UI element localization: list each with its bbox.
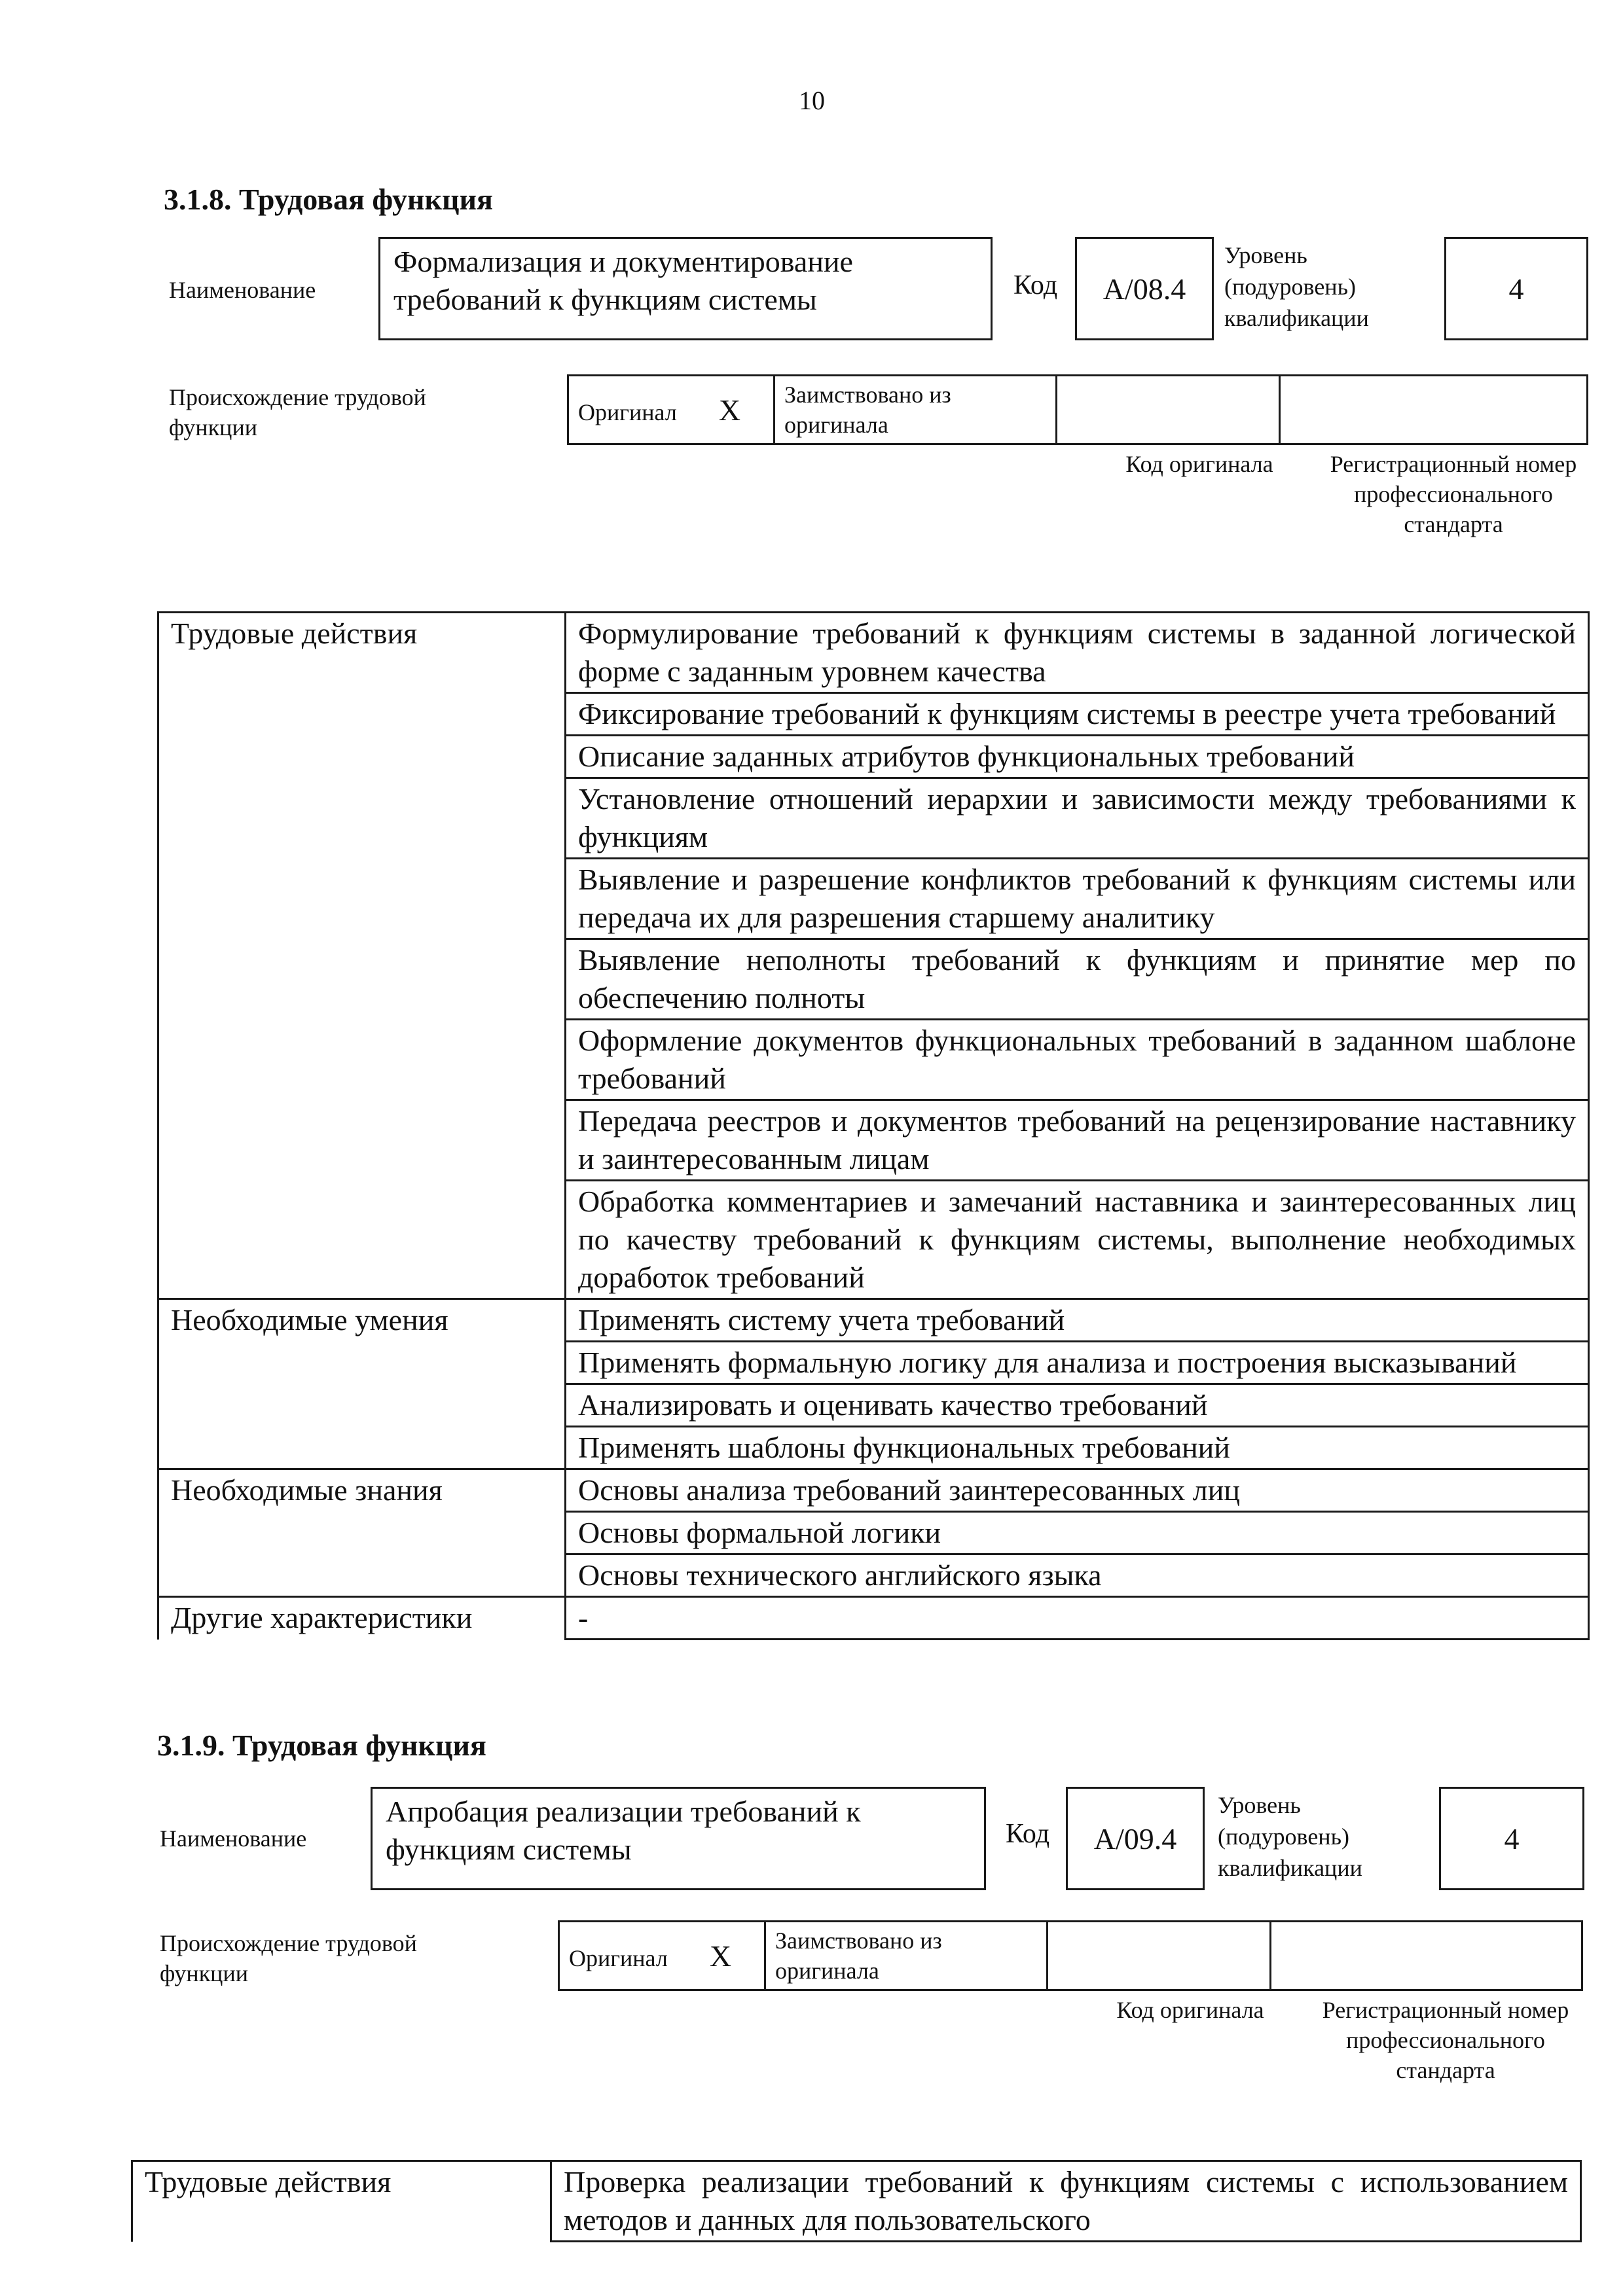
category-cell xyxy=(158,736,566,778)
reg-number-cell xyxy=(1271,1922,1582,1990)
name-label: Наименование xyxy=(169,277,316,303)
category-cell xyxy=(158,1384,566,1427)
table-row xyxy=(158,1469,1589,1512)
category-cell xyxy=(158,1181,566,1299)
reg-number-cell xyxy=(1280,376,1588,444)
category-cell xyxy=(158,1554,566,1597)
table-row xyxy=(158,736,1589,778)
origin-table xyxy=(558,1920,1583,1991)
table-row xyxy=(158,1342,1589,1384)
category-label: Другие характеристики xyxy=(158,1597,566,1640)
requirement-item: Применять формальную логику для анализа и построения высказываний xyxy=(566,1342,1589,1384)
requirement-item: Обработка комментариев и замечаний наставника и заинтересованных лиц по качеству требований к функциям системы, выполнение необходимых доработок требований xyxy=(566,1181,1589,1299)
table-row xyxy=(158,939,1589,1020)
name-label: Наименование xyxy=(160,1825,307,1852)
table-row xyxy=(158,1299,1589,1342)
code-box: A/09.4 xyxy=(1066,1787,1205,1890)
requirement-item: Применять систему учета требований xyxy=(566,1299,1589,1342)
requirement-item: Установление отношений иерархии и зависимости между требованиями к функциям xyxy=(566,778,1589,859)
origin-label: Происхождение трудовой функции xyxy=(169,384,426,440)
original-mark: X xyxy=(709,1939,732,1973)
category-cell xyxy=(158,1020,566,1100)
function-name-box: Апробация реализации требований к функциям системы xyxy=(371,1787,986,1890)
category-cell xyxy=(158,778,566,859)
reg-number-label: Регистрационный номер профессионального стандарта xyxy=(1322,1997,1569,2083)
qualification-level-label: Уровень (подуровень) квалификации xyxy=(1218,1792,1362,1881)
category-cell xyxy=(158,1342,566,1384)
original-label: Оригинал xyxy=(569,1945,668,1971)
table-row xyxy=(132,2161,1581,2242)
table-row xyxy=(158,1512,1589,1554)
category-label: Трудовые действия xyxy=(132,2161,551,2242)
requirement-item: Описание заданных атрибутов функциональных требований xyxy=(566,736,1589,778)
page-number: 10 xyxy=(799,86,825,115)
code-original-label: Код оригинала xyxy=(1116,1997,1264,2023)
code-original-cell xyxy=(1057,376,1280,444)
reg-number-label: Регистрационный номер профессионального стандарта xyxy=(1330,451,1577,537)
table-row xyxy=(158,1597,1589,1640)
category-cell xyxy=(158,939,566,1020)
table-row xyxy=(158,778,1589,859)
category-cell xyxy=(158,1512,566,1554)
table-row xyxy=(158,1384,1589,1427)
origin-label: Происхождение трудовой функции xyxy=(160,1930,417,1986)
table-row xyxy=(158,859,1589,939)
code-original-label: Код оригинала xyxy=(1125,451,1273,477)
original-cell xyxy=(568,376,775,444)
requirement-item: Формулирование требований к функциям системы в заданной логической форме с заданным уровнем качества xyxy=(566,613,1589,693)
borrowed-label: Заимствовано из оригинала xyxy=(765,1922,1048,1990)
table-row xyxy=(158,1427,1589,1469)
original-cell xyxy=(559,1922,765,1990)
requirement-item: Проверка реализации требований к функциям системы с использованием методов и данных для пользовательского xyxy=(551,2161,1581,2242)
category-cell xyxy=(158,693,566,736)
requirement-item: Применять шаблоны функциональных требований xyxy=(566,1427,1589,1469)
qualification-level-box: 4 xyxy=(1439,1787,1584,1890)
table-row xyxy=(158,693,1589,736)
requirements-table xyxy=(131,2160,1582,2242)
category-label: Необходимые знания xyxy=(158,1469,566,1512)
category-cell xyxy=(158,859,566,939)
requirement-item: Оформление документов функциональных требований в заданном шаблоне требований xyxy=(566,1020,1589,1100)
requirement-item: Передача реестров и документов требований на рецензирование наставнику и заинтересованным лицам xyxy=(566,1100,1589,1181)
category-cell xyxy=(158,1427,566,1469)
section-heading: 3.1.8. Трудовая функция xyxy=(164,183,493,216)
requirement-item: Фиксирование требований к функциям системы в реестре учета требований xyxy=(566,693,1589,736)
code-label: Код xyxy=(1006,1819,1050,1849)
requirement-item: Выявление и разрешение конфликтов требований к функциям системы или передача их для разрешения старшему аналитику xyxy=(566,859,1589,939)
requirement-item: Основы технического английского языка xyxy=(566,1554,1589,1597)
requirement-item: Анализировать и оценивать качество требований xyxy=(566,1384,1589,1427)
original-mark: X xyxy=(718,393,741,427)
requirement-item: Основы формальной логики xyxy=(566,1512,1589,1554)
requirement-item: Основы анализа требований заинтересованных лиц xyxy=(566,1469,1589,1512)
function-name-box: Формализация и документирование требований к функциям системы xyxy=(378,237,993,340)
table-row xyxy=(158,1554,1589,1597)
table-row xyxy=(158,1100,1589,1181)
original-label: Оригинал xyxy=(578,399,677,425)
origin-table xyxy=(567,374,1588,445)
table-row xyxy=(158,613,1589,693)
requirement-item: Выявление неполноты требований к функциям и принятие мер по обеспечению полноты xyxy=(566,939,1589,1020)
qualification-level-label: Уровень (подуровень) квалификации xyxy=(1224,242,1369,331)
category-label: Необходимые умения xyxy=(158,1299,566,1342)
requirement-item: - xyxy=(566,1597,1589,1640)
code-label: Код xyxy=(1013,270,1058,300)
borrowed-label: Заимствовано из оригинала xyxy=(775,376,1057,444)
category-cell xyxy=(158,1100,566,1181)
category-label: Трудовые действия xyxy=(158,613,566,693)
table-row xyxy=(158,1181,1589,1299)
table-row xyxy=(158,1020,1589,1100)
qualification-level-box: 4 xyxy=(1444,237,1588,340)
requirements-table xyxy=(157,611,1590,1640)
code-box: A/08.4 xyxy=(1075,237,1214,340)
code-original-cell xyxy=(1048,1922,1271,1990)
section-heading: 3.1.9. Трудовая функция xyxy=(157,1729,486,1762)
